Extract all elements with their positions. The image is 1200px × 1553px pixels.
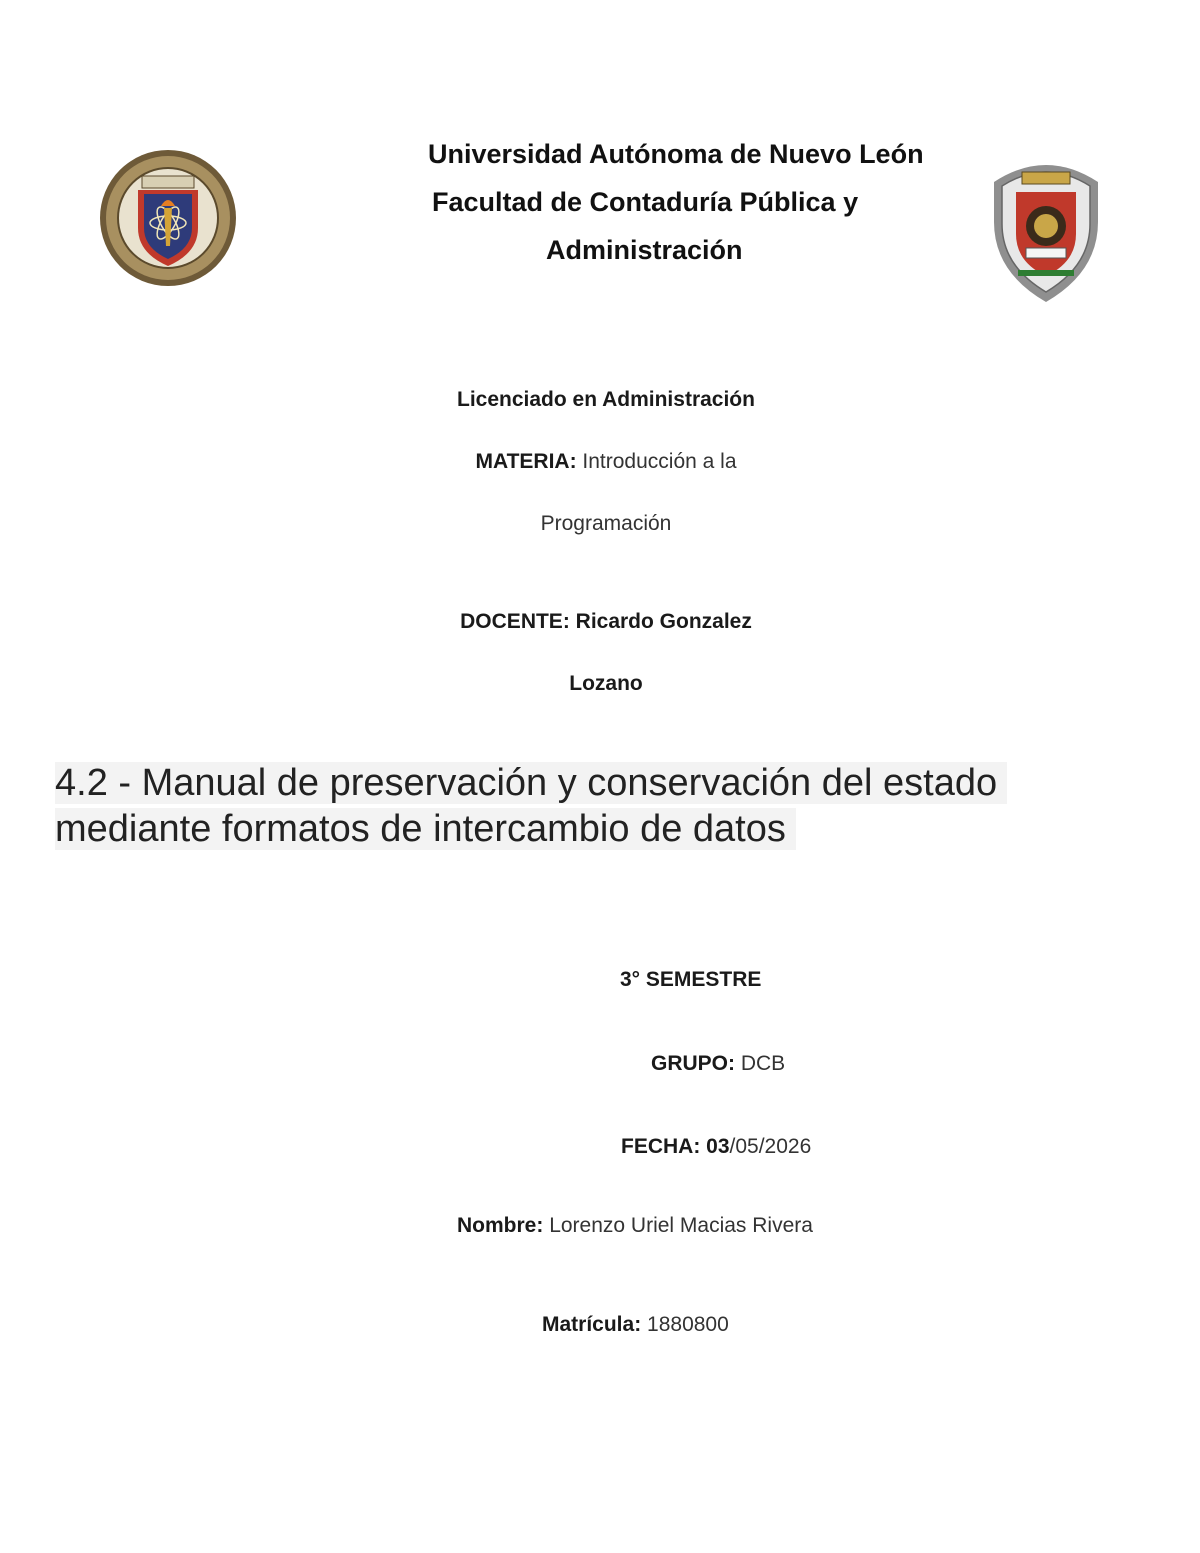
- materia-label: MATERIA:: [475, 450, 577, 473]
- fecha-label: FECHA:: [621, 1135, 701, 1158]
- grupo-label: GRUPO:: [651, 1052, 735, 1075]
- program-name: Licenciado en Administración: [457, 388, 755, 411]
- matricula-label: Matrícula:: [542, 1313, 642, 1336]
- fcpya-seal-icon: [988, 152, 1104, 304]
- docente-value-line1: Ricardo Gonzalez: [575, 610, 752, 633]
- document-title-line1: 4.2 - Manual de preservación y conservación del estado: [55, 762, 1007, 804]
- fecha-rest: /05/2026: [729, 1135, 812, 1158]
- fecha-day: 03: [706, 1135, 730, 1158]
- docente-label: DOCENTE:: [460, 610, 570, 633]
- document-title: [55, 760, 1155, 852]
- nombre-value: Lorenzo Uriel Macias Rivera: [549, 1214, 813, 1237]
- university-name: Universidad Autónoma de Nuevo León: [428, 139, 924, 169]
- document-title-line2: mediante formatos de intercambio de datos: [55, 808, 796, 850]
- materia-value-line2: Programación: [540, 512, 672, 535]
- matricula-line: [542, 1313, 729, 1337]
- grupo-line: [651, 1052, 785, 1076]
- docente-line: [0, 610, 1200, 634]
- faculty-name-line2: Administración: [546, 235, 743, 265]
- matricula-value: 1880800: [647, 1313, 729, 1336]
- semestre: 3° SEMESTRE: [620, 968, 762, 991]
- uanl-seal-icon: [98, 148, 238, 288]
- materia-line: [0, 450, 1200, 474]
- university-header: [380, 130, 980, 274]
- faculty-name-line1: Facultad de Contaduría Pública y: [432, 187, 859, 217]
- fecha-line: [621, 1135, 811, 1159]
- nombre-line: [457, 1214, 813, 1238]
- materia-value-line1: Introducción a la: [582, 450, 737, 473]
- docente-value-line2: Lozano: [569, 672, 643, 695]
- nombre-label: Nombre:: [457, 1214, 544, 1237]
- grupo-value: DCB: [740, 1052, 786, 1075]
